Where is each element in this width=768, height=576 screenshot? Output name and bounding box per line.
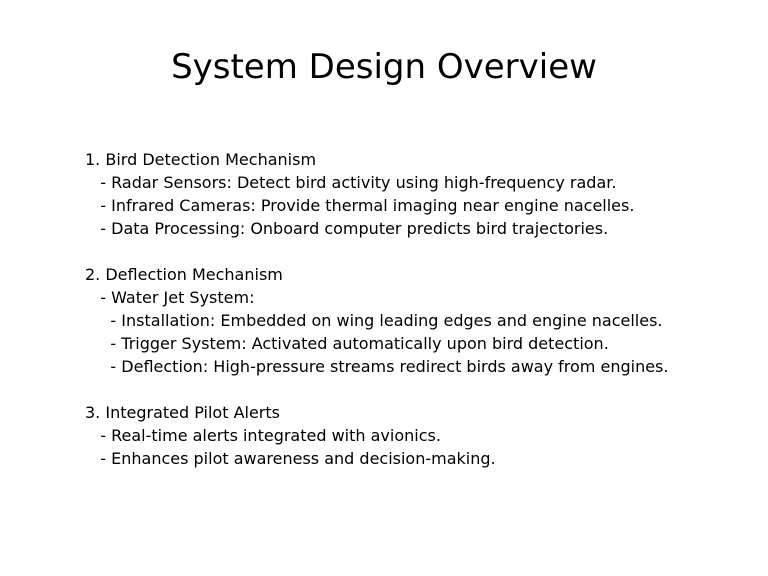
section-heading-bird-detection: 1. Bird Detection Mechanism: [85, 150, 317, 169]
section-heading-deflection: 2. Deflection Mechanism: [85, 265, 283, 284]
sub-bullet-installation: - Installation: Embedded on wing leading edges and engine nacelles.: [85, 311, 663, 330]
bullet-radar-sensors: - Radar Sensors: Detect bird activity using high-frequency radar.: [85, 173, 617, 192]
bullet-water-jet-system: - Water Jet System:: [85, 288, 255, 307]
slide-title: System Design Overview: [171, 47, 597, 87]
bullet-real-time-alerts: - Real-time alerts integrated with avionics.: [85, 426, 441, 445]
section-heading-pilot-alerts: 3. Integrated Pilot Alerts: [85, 403, 280, 422]
sub-bullet-deflection: - Deflection: High-pressure streams redirect birds away from engines.: [85, 357, 669, 376]
sub-bullet-trigger-system: - Trigger System: Activated automatically upon bird detection.: [85, 334, 609, 353]
bullet-infrared-cameras: - Infrared Cameras: Provide thermal imaging near engine nacelles.: [85, 196, 635, 215]
bullet-pilot-awareness: - Enhances pilot awareness and decision-making.: [85, 449, 496, 468]
slide-body: [85, 148, 745, 470]
blank-line: [85, 240, 745, 263]
bullet-data-processing: - Data Processing: Onboard computer predicts bird trajectories.: [85, 219, 609, 238]
blank-line: [85, 378, 745, 401]
